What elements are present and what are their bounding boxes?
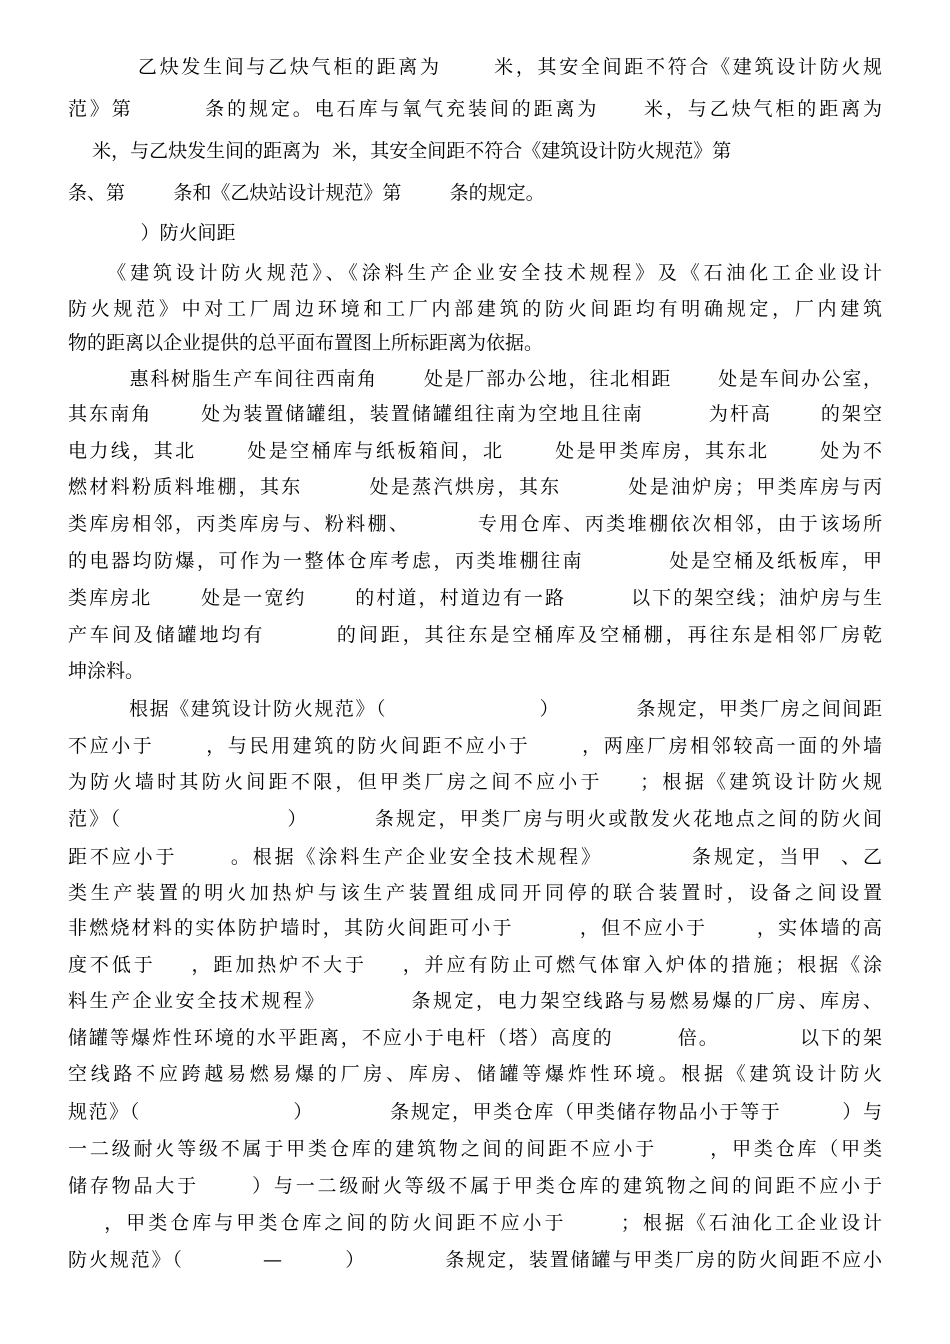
text-line: 惠科树脂生产车间往西南角 处是厂部办公地，往北相距 处是车间办公室， (68, 368, 882, 390)
text-line: 根据《建筑设计防火规范》（ ） 条规定，甲类厂房之间间距 (68, 698, 882, 720)
text-line: 电力线，其北 处是空桶库与纸板箱间，北 处是甲类库房，其东北 处为不 (68, 440, 882, 462)
text-line: 范》第 条的规定。电石库与氧气充装间的距离为 米，与乙炔气柜的距离为 (68, 98, 882, 120)
text-line: 乙炔发生间与乙炔气柜的距离为 米，其安全间距不符合《建筑设计防火规 (68, 56, 882, 78)
text-line: 的电器均防爆，可作为一整体仓库考虑，丙类堆棚往南 处是空桶及纸板库，甲 (68, 550, 882, 572)
text-line: 坤涂料。 (68, 660, 145, 682)
text-line: 燃材料粉质料堆棚，其东 处是蒸汽烘房，其东 处是油炉房；甲类库房与丙 (68, 476, 882, 498)
text-line: 米，与乙炔发生间的距离为 米，其安全间距不符合《建筑设计防火规范》第 (68, 140, 732, 162)
text-line: 不应小于 ，与民用建筑的防火间距不应小于 ，两座厂房相邻较高一面的外墙 (68, 735, 882, 757)
text-line: 储罐等爆炸性环境的水平距离，不应小于电杆（塔）高度的 倍。 以下的架 (68, 1027, 882, 1049)
text-line: 距不应小于 。根据《涂料生产企业安全技术规程》 条规定，当甲 、乙 (68, 846, 882, 868)
text-line: 其东南角 处为装置储罐组，装置储罐组往南为空地且往南 为杆高 的架空 (68, 403, 882, 425)
text-line: ，甲类仓库与甲类仓库之间的防火间距不应小于 ；根据《石油化工企业设计 (68, 1212, 882, 1234)
text-line: 非燃烧材料的实体防护墙时，其防火间距可小于 ，但不应小于 ，实体墙的高 (68, 917, 882, 939)
text-line: 产车间及储罐地均有 的间距，其往东是空桶库及空桶棚，再往东是相邻厂房乾 (68, 624, 882, 646)
text-line: 防火规范》（ — ） 条规定，装置储罐与甲类厂房的防火间距不应小 (68, 1249, 882, 1271)
text-line: 物的距离以企业提供的总平面布置图上所标距离为依据。 (68, 332, 544, 354)
text-line: 一二级耐火等级不属于甲类仓库的建筑物之间的间距不应小于 ，甲类仓库（甲类 (68, 1138, 882, 1160)
text-line: 规范》（ ） 条规定，甲类仓库（甲类储存物品小于等于 ）与 (68, 1101, 882, 1123)
text-line: 储存物品大于 ）与一二级耐火等级不属于甲类仓库的建筑物之间的间距不应小于 (68, 1175, 882, 1197)
text-line: 类库房北 处是一宽约 的村道，村道边有一路 以下的架空线；油炉房与生 (68, 587, 882, 609)
text-line: 为防火墙时其防火间距不限，但甲类厂房之间不应小于 ；根据《建筑设计防火规 (68, 771, 882, 793)
text-line: 范》（ ） 条规定，甲类厂房与明火或散发火花地点之间的防火间 (68, 808, 882, 830)
text-line: 防火规范》中对工厂周边环境和工厂内部建筑的防火间距均有明确规定，厂内建筑 (68, 298, 882, 320)
text-line: 条、第 条和《乙炔站设计规范》第 条的规定。 (68, 182, 545, 204)
text-line: 类生产装置的明火加热炉与该生产装置组成同开同停的联合装置时，设备之间设置 (68, 882, 882, 904)
section-heading: ）防火间距 (68, 222, 236, 244)
text-line: 度不低于 ，距加热炉不大于 ，并应有防止可燃气体窜入炉体的措施；根据《涂 (68, 954, 882, 976)
text-line: 空线路不应跨越易燃易爆的厂房、库房、储罐等爆炸性环境。根据《建筑设计防火 (68, 1063, 882, 1085)
text-line: 《建筑设计防火规范》、《涂料生产企业安全技术规程》及《石油化工企业设计 (68, 262, 882, 284)
text-line: 料生产企业安全技术规程》 条规定，电力架空线路与易燃易爆的厂房、库房、 (68, 990, 882, 1012)
text-line: 类库房相邻，丙类库房与、粉料棚、 专用仓库、丙类堆棚依次相邻，由于该场所 (68, 513, 882, 535)
